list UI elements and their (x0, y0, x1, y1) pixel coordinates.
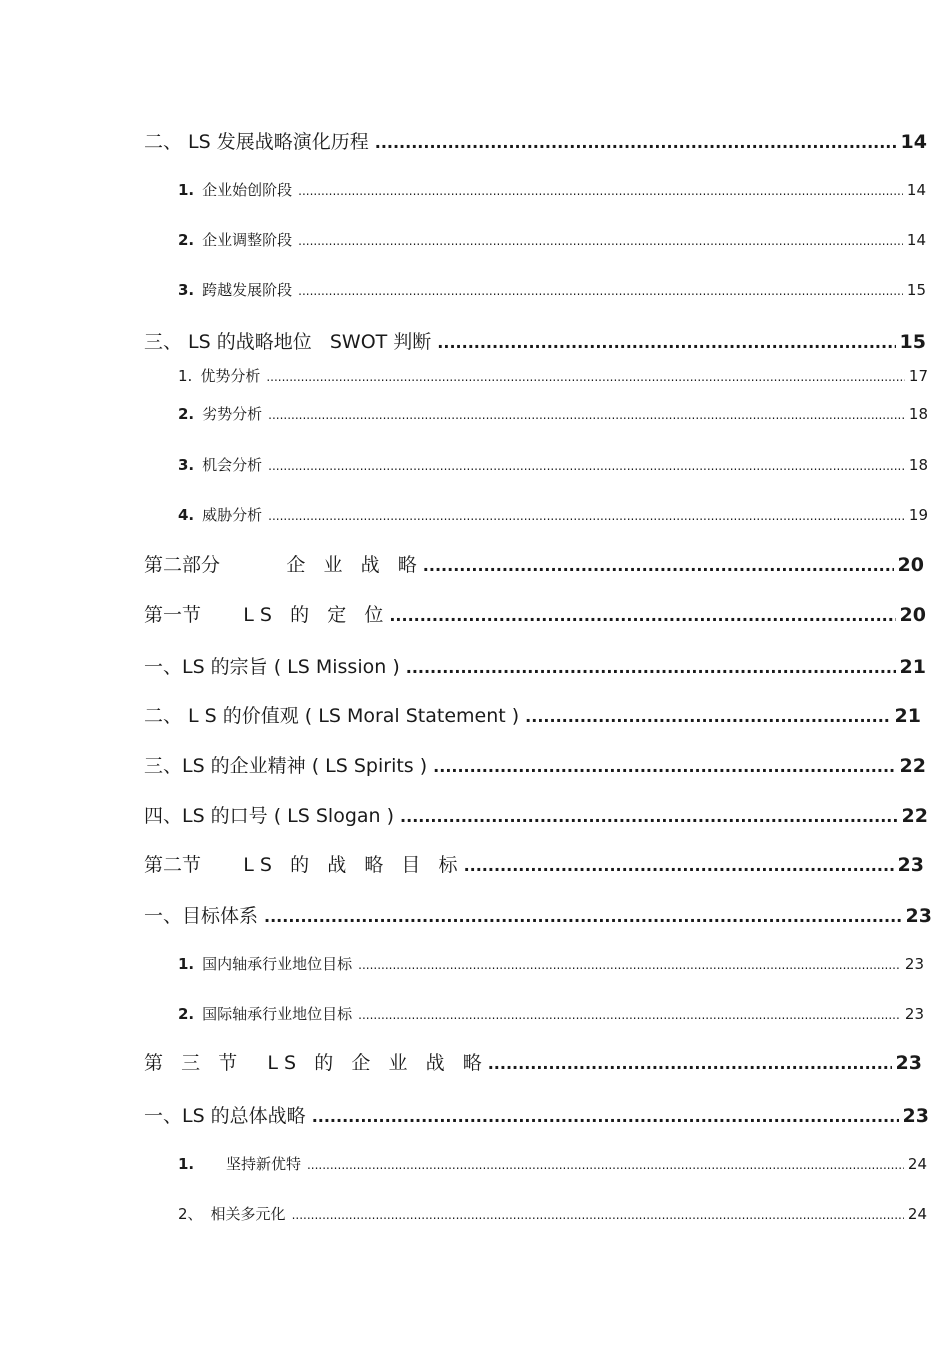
toc-entry-title: 第 三 节 L S 的 企 业 战 略 (144, 1052, 482, 1074)
toc-entry[interactable] (144, 856, 924, 875)
toc-entry-page: 22 (899, 755, 926, 777)
toc-entry-title: 国际轴承行业地位目标 (202, 1005, 353, 1023)
toc-entry-page: 15 (906, 281, 926, 299)
toc-entry-title: 威胁分析 (202, 506, 263, 524)
toc-entry[interactable] (144, 807, 928, 826)
toc-entry[interactable] (178, 458, 928, 473)
toc-entry[interactable] (144, 707, 921, 726)
toc-entry-page: 23 (902, 1105, 929, 1127)
toc-entry-page: 23 (897, 854, 924, 876)
toc-entry-title: 跨越发展阶段 (202, 281, 293, 299)
dot-leader (358, 1009, 901, 1021)
toc-entry-title: 相关多元化 (210, 1205, 286, 1223)
toc-entry-page: 24 (907, 1205, 927, 1223)
toc-entry-number: 1. (178, 181, 195, 199)
toc-entry-title: 一、LS 的宗旨 ( LS Mission ) (144, 656, 400, 678)
toc-entry[interactable] (178, 407, 928, 422)
toc-entry[interactable] (144, 907, 932, 926)
toc-entry[interactable] (178, 508, 928, 523)
toc-entry-number: 2. (178, 231, 195, 249)
dot-leader (464, 858, 894, 874)
toc-entry[interactable] (178, 1157, 927, 1172)
toc-entry-page: 22 (901, 805, 928, 827)
toc-entry-title: 一、目标体系 (144, 905, 259, 927)
toc-entry-number: 2. (178, 1005, 195, 1023)
toc-entry-title: 二、 LS 发展战略演化历程 (144, 131, 369, 153)
dot-leader (312, 1109, 899, 1125)
dot-leader (268, 409, 905, 421)
toc-entry-number: 3. (178, 281, 195, 299)
dot-leader (433, 759, 895, 775)
toc-entry-number: 3. (178, 456, 195, 474)
toc-entry-title: 劣势分析 (202, 405, 263, 423)
dot-leader (268, 510, 905, 522)
toc-entry-page: 23 (904, 1005, 924, 1023)
toc-entry-page: 23 (905, 905, 932, 927)
toc-entry-title: 企业调整阶段 (202, 231, 293, 249)
toc-entry[interactable] (178, 369, 928, 384)
toc-entry[interactable] (178, 957, 924, 972)
toc-entry-page: 14 (900, 131, 927, 153)
dot-leader (437, 335, 895, 351)
toc-entry[interactable] (178, 183, 926, 198)
toc-entry-title: 三、 LS 的战略地位 SWOT 判断 (144, 331, 432, 353)
toc-entry-page: 23 (904, 955, 924, 973)
toc-entry-page: 18 (908, 405, 928, 423)
dot-leader (307, 1159, 904, 1171)
toc-entry[interactable] (144, 658, 926, 677)
toc-entry[interactable] (144, 556, 924, 575)
toc-entry[interactable] (144, 333, 926, 352)
dot-leader (298, 185, 903, 197)
toc-entry-number: 1. (178, 1155, 195, 1173)
dot-leader (298, 235, 903, 247)
toc-entry[interactable] (144, 133, 927, 152)
dot-leader (400, 809, 898, 825)
toc-entry-title: 优势分析 (200, 367, 261, 385)
toc-entry-page: 14 (906, 231, 926, 249)
dot-leader (488, 1056, 892, 1072)
dot-leader (423, 558, 894, 574)
dot-leader (292, 1209, 904, 1221)
toc-entry-title: 第二节 L S 的 战 略 目 标 (144, 854, 458, 876)
toc-entry[interactable] (178, 283, 926, 298)
toc-entry[interactable] (178, 233, 926, 248)
toc-entry[interactable] (178, 1207, 927, 1222)
toc-entry-title: 第一节 L S 的 定 位 (144, 604, 384, 626)
dot-leader (268, 460, 905, 472)
toc-entry-title: 第二部分 企 业 战 略 (144, 554, 417, 576)
toc-entry-page: 18 (908, 456, 928, 474)
toc-entry-page: 24 (907, 1155, 927, 1173)
toc-entry-page: 20 (899, 604, 926, 626)
toc-entry-number: 1. (178, 955, 195, 973)
toc-entry-title: 机会分析 (202, 456, 263, 474)
dot-leader (264, 909, 902, 925)
dot-leader (298, 285, 903, 297)
dot-leader (389, 608, 895, 624)
toc-entry-page: 14 (906, 181, 926, 199)
toc-entry-page: 19 (908, 506, 928, 524)
toc-entry-number: 1. (178, 367, 193, 385)
toc-entry-title: 二、 L S 的价值观 ( LS Moral Statement ) (144, 705, 520, 727)
toc-entry[interactable] (178, 1007, 924, 1022)
toc-entry-page: 21 (899, 656, 926, 678)
toc-entry-title: 企业始创阶段 (202, 181, 293, 199)
toc-entry-number: 2、 (178, 1205, 203, 1223)
toc-entry-page: 15 (899, 331, 926, 353)
dot-leader (525, 709, 890, 725)
dot-leader (406, 660, 896, 676)
toc-entry-title: 国内轴承行业地位目标 (202, 955, 353, 973)
toc-entry[interactable] (144, 1054, 922, 1073)
toc-entry-page: 21 (894, 705, 921, 727)
toc-entry[interactable] (144, 606, 926, 625)
toc-entry[interactable] (144, 1107, 929, 1126)
dot-leader (358, 959, 901, 971)
dot-leader (266, 371, 905, 383)
toc-entry-number: 2. (178, 405, 195, 423)
toc-entry-number: 4. (178, 506, 195, 524)
toc-entry-title: 坚持新优特 (202, 1155, 301, 1173)
toc-entry-page: 23 (895, 1052, 922, 1074)
toc-entry-title: 一、LS 的总体战略 (144, 1105, 306, 1127)
toc-entry-title: 四、LS 的口号 ( LS Slogan ) (144, 805, 395, 827)
toc-entry-page: 17 (908, 367, 928, 385)
toc-entry[interactable] (144, 757, 926, 776)
toc-entry-page: 20 (897, 554, 924, 576)
toc-entry-title: 三、LS 的企业精神 ( LS Spirits ) (144, 755, 428, 777)
dot-leader (375, 135, 897, 151)
